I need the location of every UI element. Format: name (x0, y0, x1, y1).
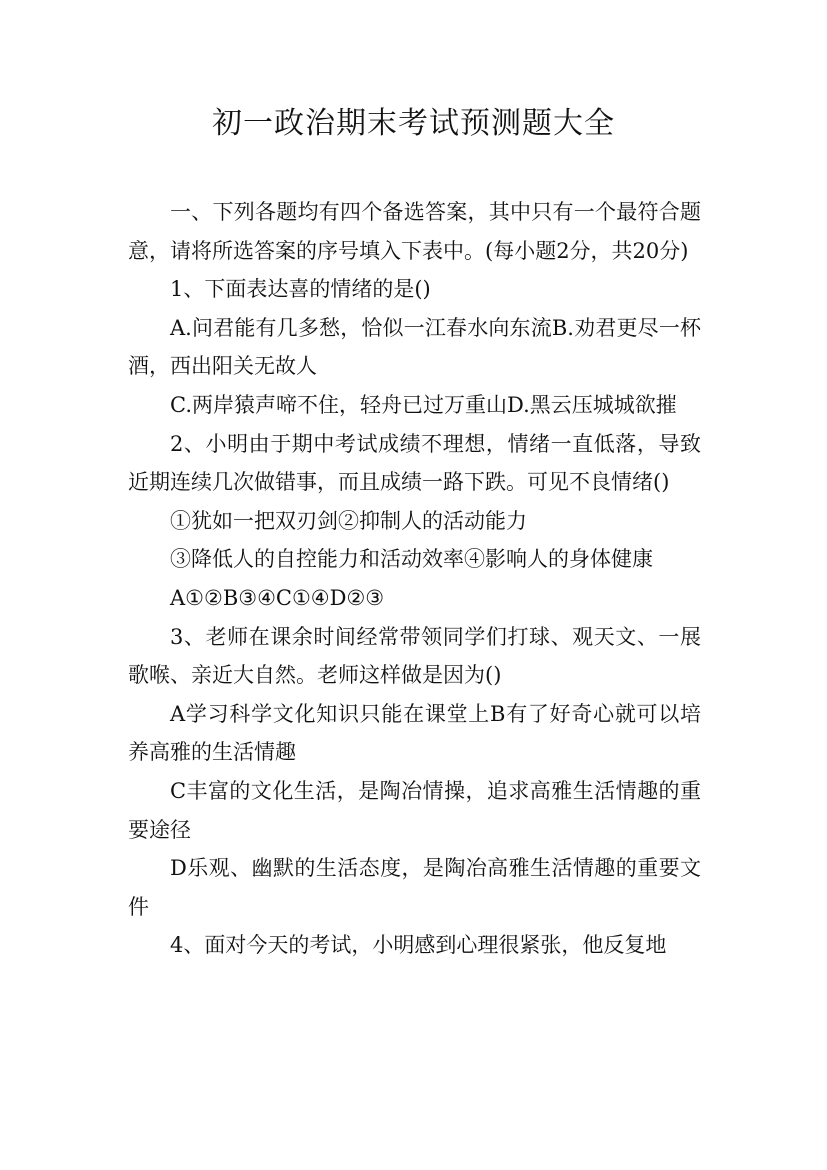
question-1-options-ab: A.问君能有几多愁，恰似一江春水向东流B.劝君更尽一杯酒，西出阳关无故人 (128, 315, 701, 379)
question-1-options-cd: C.两岸猿声啼不住，轻舟已过万重山D.黑云压城城欲摧 (170, 392, 677, 417)
question-2-options: A①②B③④C①④D②③ (170, 585, 385, 610)
document-title: 初一政治期末考试预测题大全 (212, 106, 615, 141)
question-2-statements-12: ①犹如一把双刃剑②抑制人的活动能力 (170, 508, 527, 533)
question-3-options-ab: A学习科学文化知识只能在课堂上B有了好奇心就可以培养高雅的生活情趣 (128, 701, 701, 765)
question-2: 2、小明由于期中考试成绩不理想，情绪一直低落，导致近期连续几次做错事，而且成绩一路下跌。可见不良情绪() (128, 431, 701, 495)
section-instructions: 一、下列各题均有四个备选答案，其中只有一个最符合题意，请将所选答案的序号填入下表中。(每小题2分，共20分) (128, 200, 701, 263)
question-4: 4、面对今天的考试，小明感到心理很紧张，他反复地 (170, 933, 667, 958)
question-3-option-c: C丰富的文化生活，是陶冶情操，追求高雅生活情趣的重要途径 (128, 778, 701, 842)
question-1: 1、下面表达喜的情绪的是() (170, 277, 431, 302)
question-3: 3、老师在课余时间经常带领同学们打球、观天文、一展歌喉、亲近大自然。老师这样做是因为() (128, 624, 701, 688)
question-3-option-d: D乐观、幽默的生活态度，是陶冶高雅生活情趣的重要文件 (128, 856, 701, 919)
document-body (128, 193, 701, 965)
question-2-statements-34: ③降低人的自控能力和活动效率④影响人的身体健康 (170, 547, 653, 572)
